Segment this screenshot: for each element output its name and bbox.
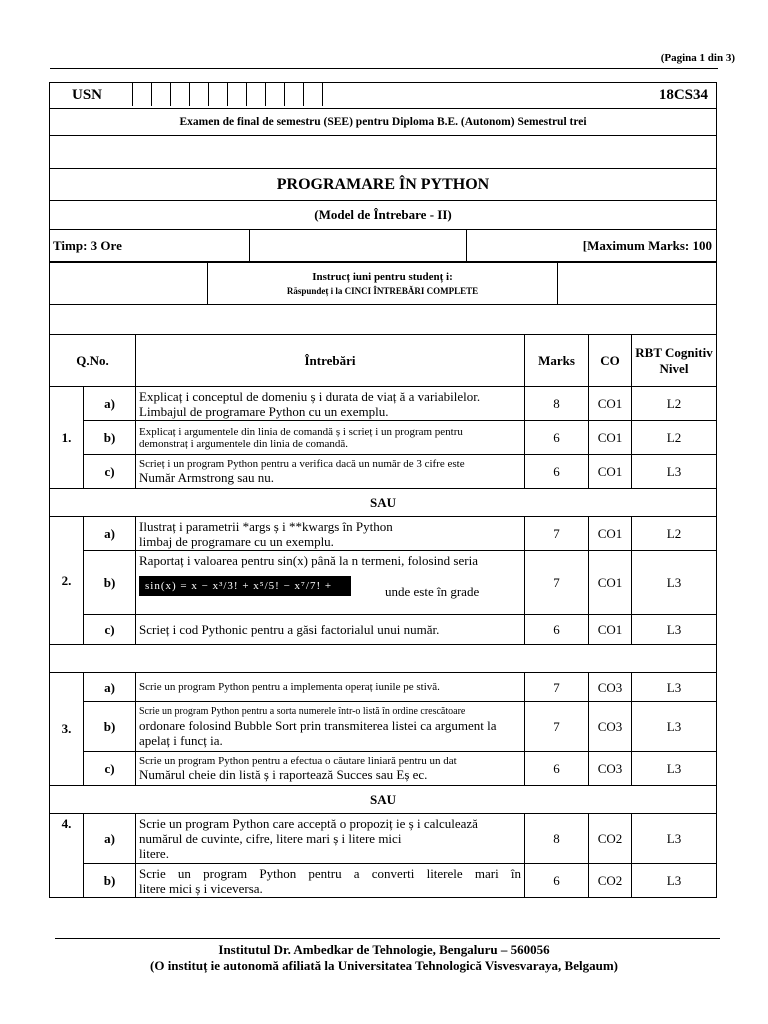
- rbt-value: L3: [632, 455, 717, 489]
- question-text: Ilustraț i parametrii *args ș i **kwargs în Python: [139, 518, 393, 534]
- question-number: 4.: [50, 814, 84, 898]
- question-text: Raportaț i valoarea pentru sin(x) până la n termeni, folosind seria: [139, 553, 478, 568]
- table-row: [50, 673, 717, 702]
- marks-value: 8: [525, 814, 589, 864]
- col-co: CO: [589, 335, 632, 387]
- rbt-value: L2: [632, 421, 717, 455]
- rbt-value: L2: [632, 517, 717, 551]
- question-text: Scrie un program Python pentru a efectua o căutare liniară pentru un dat: [139, 755, 457, 767]
- sin-series-formula: sin(x) = x − x³/3! + x⁵/5! − x⁷/7! + …: [139, 576, 351, 596]
- question-text: litere.: [139, 846, 169, 861]
- part-label: c): [84, 752, 136, 786]
- co-value: CO1: [589, 517, 632, 551]
- rbt-value: L3: [632, 673, 717, 702]
- blank-cell: [250, 230, 467, 262]
- question-text: Scrieț i un program Python pentru a verifica dacă un număr de 3 cifre este: [139, 458, 465, 470]
- col-qno: Q.No.: [50, 335, 136, 387]
- marks-value: 6: [525, 455, 589, 489]
- co-value: CO3: [589, 702, 632, 752]
- question-text: Scrie un program Python pentru a sorta numerele într-o listă în ordine crescătoare: [139, 705, 466, 717]
- question-text: limbaj de programare cu un exemplu.: [139, 533, 334, 549]
- marks-value: 7: [525, 702, 589, 752]
- co-value: CO1: [589, 551, 632, 615]
- part-label: c): [84, 615, 136, 645]
- part-label: a): [84, 673, 136, 702]
- part-label: b): [84, 421, 136, 455]
- instructions-title: Instrucț iuni pentru studenț i:: [312, 271, 453, 283]
- footer: [0, 942, 768, 974]
- table-row: [50, 551, 717, 615]
- subject-title: PROGRAMARE ÎN PYTHON: [50, 169, 717, 201]
- question-text: Explicaț i conceptul de domeniu ș i durata de viaț ă a variabilelor.: [139, 388, 481, 404]
- co-value: CO1: [589, 421, 632, 455]
- question-text: numărul de cuvinte, cifre, litere mari ș i litere mici: [139, 831, 402, 846]
- table-row: [50, 864, 717, 898]
- exam-title: Examen de final de semestru (SEE) pentru Diploma B.E. (Autonom) Semestrul trei: [50, 109, 717, 136]
- rbt-value: L3: [632, 814, 717, 864]
- question-text: Explicaț i argumentele din linia de comandă ș i scrieț i un program pentru: [139, 425, 463, 438]
- marks-value: 7: [525, 551, 589, 615]
- question-text: Scrie un program Python care acceptă o propoziț ie ș i calculează: [139, 816, 478, 831]
- co-value: CO1: [589, 387, 632, 421]
- question-text: Scrieț i cod Pythonic pentru a găsi factorialul unui număr.: [136, 615, 525, 645]
- co-value: CO1: [589, 615, 632, 645]
- co-value: CO3: [589, 752, 632, 786]
- or-separator: SAU: [50, 489, 717, 517]
- instructions-text: Răspundeț i la CINCI ÎNTREBĂRI COMPLETE: [286, 286, 479, 296]
- footer-institute: Institutul Dr. Ambedkar de Tehnologie, Bengaluru – 560056: [218, 942, 550, 957]
- rbt-value: L2: [632, 387, 717, 421]
- top-divider: [50, 68, 718, 69]
- usn-boxes[interactable]: [132, 83, 323, 108]
- question-text: Scrie un program Python pentru a converti literele mari în: [139, 865, 521, 881]
- rbt-value: L3: [632, 615, 717, 645]
- question-text: ordonare folosind Bubble Sort prin transmiterea listei ca argument la: [139, 717, 497, 733]
- table-row: [50, 752, 717, 786]
- footer-divider: [55, 938, 720, 939]
- table-row: [50, 421, 717, 455]
- or-separator: SAU: [50, 786, 717, 814]
- question-text: Numărul cheie din listă ș i raportează Succes sau Eș ec.: [139, 767, 428, 782]
- co-value: CO3: [589, 673, 632, 702]
- part-label: a): [84, 387, 136, 421]
- marks-value: 8: [525, 387, 589, 421]
- question-number: 2.: [50, 517, 84, 645]
- blank-cell: [558, 263, 717, 305]
- exam-header-table: [49, 82, 717, 262]
- co-value: CO1: [589, 455, 632, 489]
- course-code: 18CS34: [658, 87, 709, 103]
- rbt-value: L3: [632, 702, 717, 752]
- model-label: (Model de Întrebare - II): [50, 201, 717, 230]
- instructions-table: [49, 262, 717, 335]
- part-label: c): [84, 455, 136, 489]
- rbt-value: L3: [632, 864, 717, 898]
- blank-cell: [50, 263, 208, 305]
- col-marks: Marks: [525, 335, 589, 387]
- time-label: Timp: 3 Ore: [50, 230, 250, 262]
- col-rbt: RBT Cognitiv Nivel: [632, 335, 717, 387]
- blank-row: [50, 136, 717, 169]
- rbt-value: L3: [632, 551, 717, 615]
- part-label: b): [84, 702, 136, 752]
- question-text: unde este în grade: [385, 584, 480, 599]
- max-marks: [Maximum Marks: 100: [467, 230, 717, 262]
- page-number: (Pagina 1 din 3): [660, 52, 735, 64]
- table-row: [50, 702, 717, 752]
- rbt-value: L3: [632, 752, 717, 786]
- table-row: [50, 455, 717, 489]
- part-label: a): [84, 517, 136, 551]
- question-text: Număr Armstrong sau nu.: [139, 470, 275, 485]
- footer-affiliation: (O instituț ie autonomă afiliată la Universitatea Tehnologică Visvesvaraya, Belgaum): [150, 958, 618, 973]
- table-row: [50, 387, 717, 421]
- table-row: [50, 814, 717, 864]
- question-text: Limbajul de programare Python cu un exemplu.: [139, 403, 389, 419]
- co-value: CO2: [589, 864, 632, 898]
- question-number: 3.: [50, 673, 84, 786]
- question-text: demonstraț i argumentele din linia de comandă.: [139, 437, 349, 450]
- marks-value: 6: [525, 864, 589, 898]
- table-row: [50, 615, 717, 645]
- question-number: 1.: [50, 387, 84, 489]
- part-label: a): [84, 814, 136, 864]
- question-text: apelaț i funcț ia.: [139, 732, 223, 748]
- table-row: [50, 517, 717, 551]
- blank-row: [50, 305, 717, 335]
- questions-table: [49, 334, 717, 898]
- question-text: litere mici ș i viceversa.: [139, 880, 263, 896]
- marks-value: 7: [525, 517, 589, 551]
- usn-label: USN: [72, 87, 103, 103]
- col-question: Întrebări: [136, 335, 525, 387]
- co-value: CO2: [589, 814, 632, 864]
- marks-value: 6: [525, 615, 589, 645]
- blank-row: [50, 645, 717, 673]
- part-label: b): [84, 551, 136, 615]
- marks-value: 7: [525, 673, 589, 702]
- marks-value: 6: [525, 421, 589, 455]
- marks-value: 6: [525, 752, 589, 786]
- question-text: Scrie un program Python pentru a implementa operaț iunile pe stivă.: [136, 673, 525, 702]
- part-label: b): [84, 864, 136, 898]
